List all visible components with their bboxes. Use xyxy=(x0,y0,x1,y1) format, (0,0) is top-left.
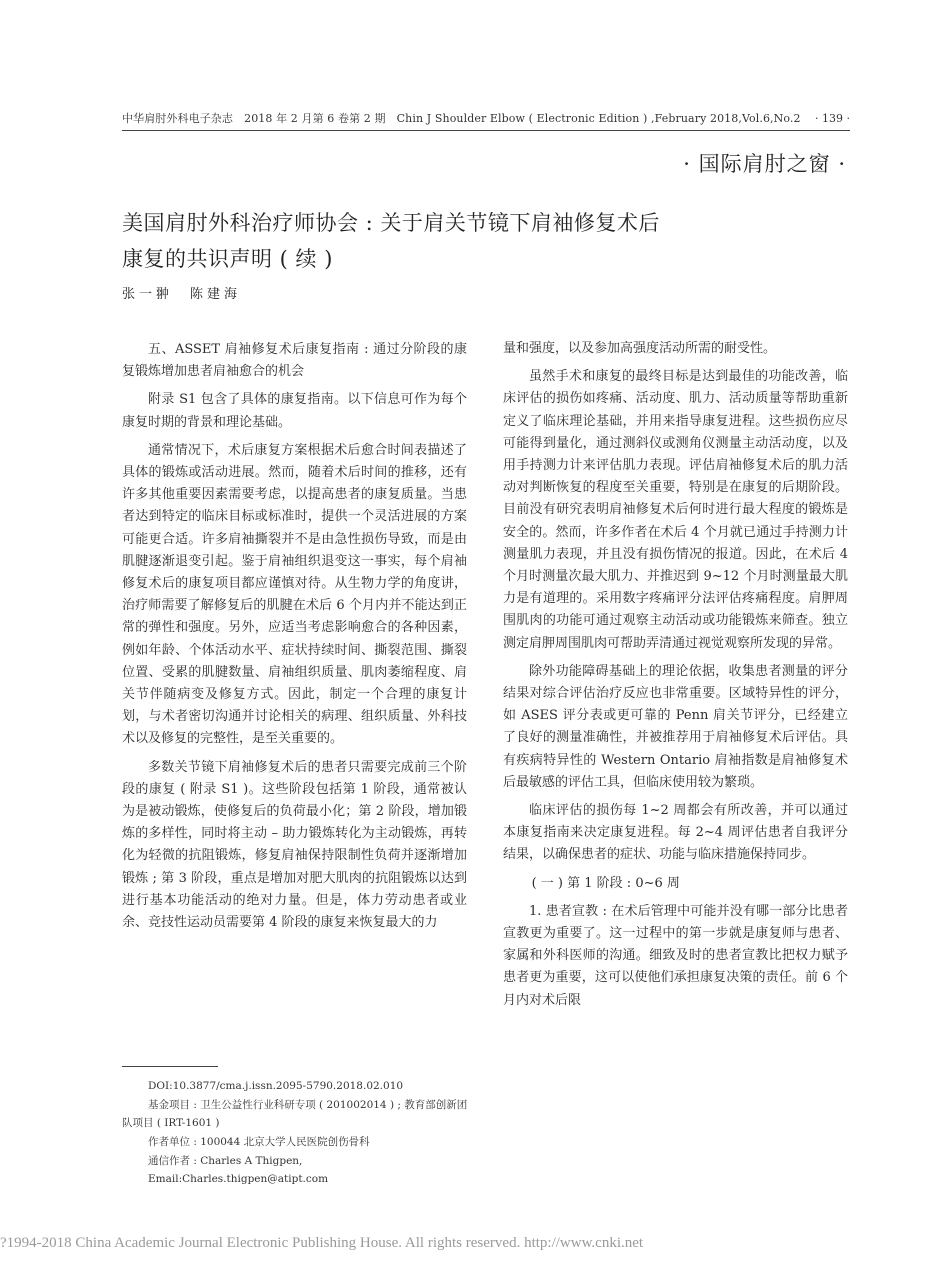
phase-subheading: ( 一 ) 第 1 阶段 : 0~6 周 xyxy=(531,875,680,891)
footnotes xyxy=(122,1066,472,1189)
author-list: 张一翀 陈建海 xyxy=(122,287,242,302)
body-paragraph: 1. 患者宣教 : 在术后管理中可能并没有哪一部分比患者宣教更为重要了。这一过程中的第一步就是康复师与患者、家属和外科医师的沟通。细致及时的患者宣教比把权力赋予患者更为重要，这可以使他们承担康复决策的责任。前 6 个月内对术后限 xyxy=(503,903,848,1008)
body-paragraph: 临床评估的损伤每 1~2 周都会有所改善，并可以通过本康复指南来决定康复进程。每 2~4 周评估患者自我评分结果，以确保患者的症状、功能与临床措施保持同步。 xyxy=(503,803,848,863)
footnote-affiliation: 作者单位 : 100044 北京大学人民医院创伤骨科 xyxy=(148,1136,370,1148)
header-rule xyxy=(122,130,850,131)
body-paragraph: 多数关节镜下肩袖修复术后的患者只需要完成前三个阶段的康复 ( 附录 S1 )。这些阶段包括第 1 阶段，通常被认为是被动锻炼，使修复后的负荷最小化；第 2 阶段，增加锻炼的多样性，同时将主动 – 助力锻炼转化为主动锻炼，再转化为轻微的抗阻锻炼，修复肩袖保持限制性负荷并逐渐增加锻炼 ; 第 3 阶段，重点是增加对肥大肌肉的抗阻锻炼以达到进行基本功能活动的绝对力量。但是，体力劳动患者或业余、竞技性运动员需要第 4 阶段的康复来恢复最大的力 xyxy=(122,759,467,931)
footnote-fund: 基金项目 : 卫生公益性行业科研专项 ( 201002014 ) ; 教育部创新团队项目 ( IRT-1601 ) xyxy=(122,1099,468,1129)
continued-paragraph: 量和强度，以及参加高强度活动所需的耐受性。 xyxy=(503,341,777,356)
body-paragraph: 附录 S1 包含了具体的康复指南。以下信息可作为每个康复时期的背景和理论基础。 xyxy=(122,392,467,430)
left-text-column xyxy=(122,339,467,940)
article-title xyxy=(122,205,762,277)
footnote-corresponding-author: 通信作者 : Charles A Thigpen, Email:Charles.thigpen@atipt.com xyxy=(148,1155,329,1185)
body-paragraph: 除外功能障碍基础上的理论依据，收集患者测量的评分结果对综合评估治疗反应也非常重要。区域特异性的评分，如 ASES 评分表或更可靠的 Penn 肩关节评分，已经建立了良好的测量准确性，并被推荐用于肩袖修复术后评估。具有疾病特异性的 Western Ontario 肩袖指数是肩袖修复术后最敏感的评估工具，但临床使用较为繁琐。 xyxy=(503,663,848,790)
footnote-rule xyxy=(122,1066,218,1067)
body-paragraph: 虽然手术和康复的最终目标是达到最佳的功能改善，临床评估的损伤如疼痛、活动度、肌力、活动质量等帮助重新定义了临床理论基础，并用来指导康复进程。这些损伤应尽可能得到量化，通过测斜仪或测角仪测量主动活动度，以及用手持测力计来评估肌力表现。评估肩袖修复术后的肌力活动对判断恢复的程度至关重要，特别是在康复的后期阶段。目前没有研究表明肩袖修复术后何时进行最大程度的锻炼是安全的。然而，许多作者在术后 4 个月就已通过手持测力计测量肌力表现，并且没有损伤情况的报道。因此，在术后 4 个月时测量次最大肌力、并推迟到 9~12 个月时测量最大肌力是有道理的。采用数字疼痛评分法评估疼痛程度。肩胛周围肌肉的功能可通过观察主动活动或功能锻炼来筛查。独立测定肩胛周围肌肉可帮助弄清通过视觉观察所发现的异常。 xyxy=(503,369,848,651)
section-column-tag: · 国际肩肘之窗 · xyxy=(683,152,846,176)
article-title-line-2: 康复的共识声明 ( 续 ) xyxy=(122,247,333,271)
article-title-line-1: 美国肩肘外科治疗师协会 : 关于肩关节镜下肩袖修复术后 xyxy=(122,211,660,235)
right-text-column xyxy=(503,338,848,1018)
body-paragraph: 通常情况下，术后康复方案根据术后愈合时间表描述了具体的锻炼或活动进展。然而，随着术后时间的推移，还有许多其他重要因素需要考虑，以提高患者的康复质量。当患者达到特定的临床目标或标准时，提供一个灵活进展的方案可能更合适。许多肩袖撕裂并不是由急性损伤导致，而是由肌腱逐渐退变引起。鉴于肩袖组织退变这一事实，每个肩袖修复术后的康复项目都应谨慎对待。从生物力学的角度讲，治疗师需要了解修复后的肌腱在术后 6 个月内并不能达到正常的弹性和强度。另外，应适当考虑影响愈合的各种因素，例如年龄、个体活动水平、症状持续时间、撕裂范围、撕裂位置、受累的肌腱数量、肩袖组织质量、肌肉萎缩程度、肩关节伴随病变及修复方式。因此，制定一个合理的康复计划，与术者密切沟通并讨论相关的病理、组织质量、外科技术以及修复的完整性，是至关重要的。 xyxy=(122,442,467,747)
journal-citation: 中华肩肘外科电子杂志 2018 年 2 月第 6 卷第 2 期 Chin J Shoulder Elbow ( Electronic Edition ) ,February 2018,Vol.6,No.2 xyxy=(122,112,801,125)
page-number: · 139 · xyxy=(815,112,850,125)
footnote-doi: DOI:10.3877/cma.j.issn.2095-5790.2018.02.010 xyxy=(148,1080,404,1092)
section-heading-paragraph: 五、ASSET 肩袖修复术后康复指南 : 通过分阶段的康复锻炼增加患者肩袖愈合的机会 xyxy=(122,342,467,380)
copyright-watermark: ?1994-2018 China Academic Journal Electronic Publishing House. All rights reserved. http://www.cnki.net xyxy=(0,1235,644,1251)
